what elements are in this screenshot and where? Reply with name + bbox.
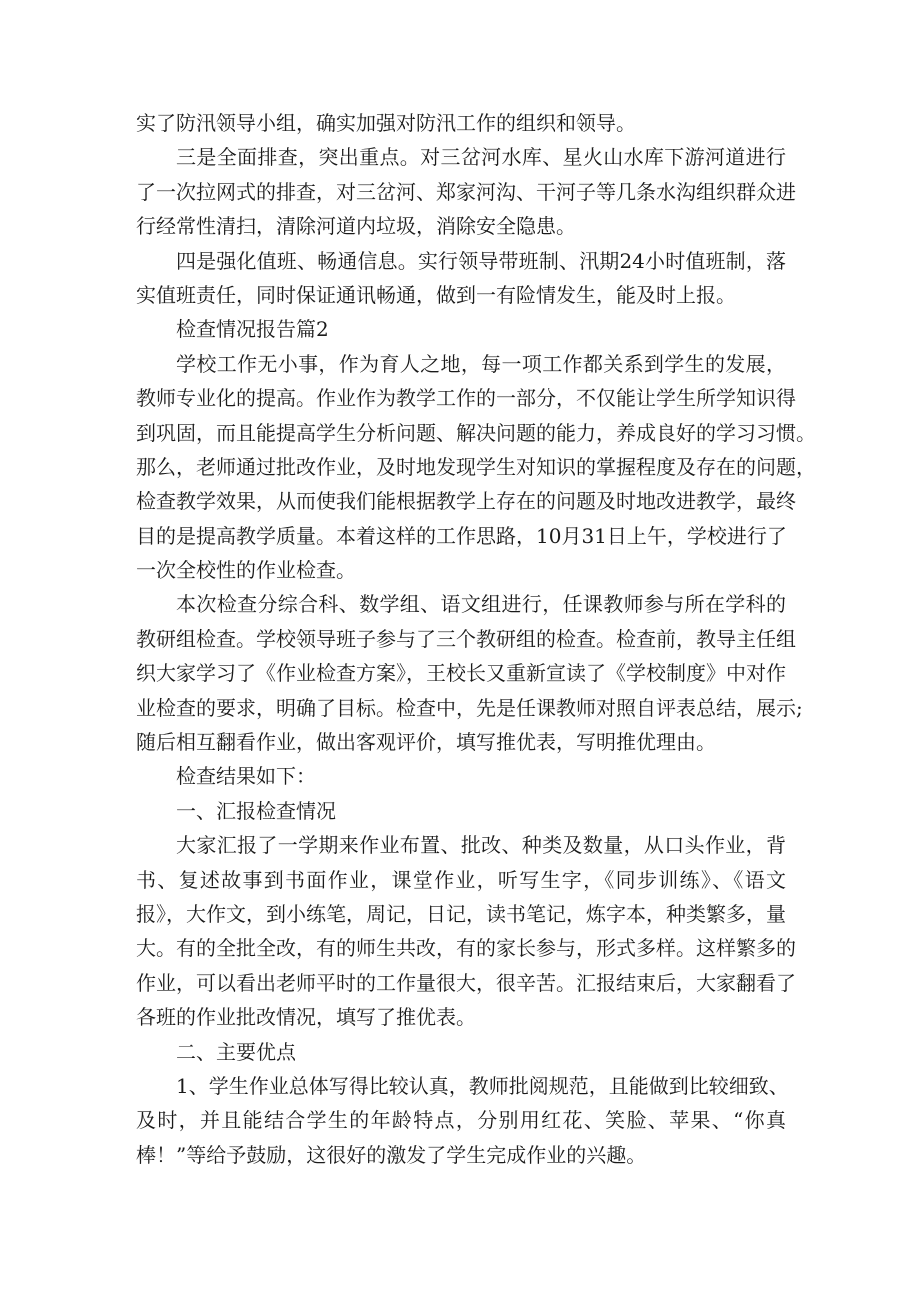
text-line: 大。有的全批全改，有的师生共改，有的家长参与，形式多样。这样繁多的: [136, 936, 796, 961]
text-line: 棒！”等给予鼓励，这很好的激发了学生完成作业的兴趣。: [136, 1142, 647, 1167]
text-line: 了一次拉网式的排查，对三岔河、郑家河沟、干河子等几条水沟组织群众进: [136, 179, 796, 204]
text-line: 三是全面排查，突出重点。对三岔河水库、星火山水库下游河道进行: [176, 145, 786, 170]
text-line: 到巩固，而且能提高学生分析问题、解决问题的能力，养成良好的学习习惯。: [136, 420, 816, 445]
text-line: 检查情况报告篇2: [176, 317, 329, 342]
text-line: 各班的作业批改情况，填写了推优表。: [136, 1005, 476, 1030]
text-line: 检查结果如下：: [176, 764, 316, 789]
text-line: 一次全校性的作业检查。: [136, 558, 356, 583]
text-line: 书、复述故事到书面作业，课堂作业，听写生字，《同步训练》、《语文: [136, 867, 786, 892]
text-line: 随后相互翻看作业，做出客观评价，填写推优表，写明推优理由。: [136, 730, 716, 755]
text-line: 教师专业化的提高。作业作为教学工作的一部分，不仅能让学生所学知识得: [136, 386, 796, 411]
text-line: 1、学生作业总体写得比较认真，教师批阅规范，且能做到比较细致、: [176, 1073, 789, 1098]
text-line: 报》，大作文，到小练笔，周记，日记，读书笔记，炼字本，种类繁多，量: [136, 901, 786, 926]
text-line: 目的是提高教学质量。本着这样的工作思路，10月31日上午，学校进行了: [136, 523, 787, 548]
text-line: 本次检查分综合科、数学组、语文组进行，任课教师参与所在学科的: [176, 592, 786, 617]
text-line: 业检查的要求，明确了目标。检查中，先是任课教师对照自评表总结，展示;: [136, 695, 803, 720]
document-body: [136, 106, 816, 1172]
text-line: 行经常性清扫，清除河道内垃圾，消除安全隐患。: [136, 214, 576, 239]
text-line: 实了防汛领导小组，确实加强对防汛工作的组织和领导。: [136, 111, 636, 135]
text-line: 学校工作无小事，作为育人之地，每一项工作都关系到学生的发展，: [176, 351, 786, 376]
text-line: 二、主要优点: [176, 1039, 296, 1064]
text-line: 作业，可以看出老师平时的工作量很大，很辛苦。汇报结束后，大家翻看了: [136, 970, 796, 995]
text-line: 实值班责任，同时保证通讯畅通，做到一有险情发生，能及时上报。: [136, 282, 736, 307]
text-line: 及时，并且能结合学生的年龄特点，分别用红花、笑脸、苹果、“你真: [136, 1108, 786, 1133]
text-line: 检查教学效果，从而使我们能根据教学上存在的问题及时地改进教学，最终: [136, 489, 796, 514]
text-line: 一、汇报检查情况: [176, 798, 336, 823]
text-line: 那么，老师通过批改作业，及时地发现学生对知识的掌握程度及存在的问题，: [136, 454, 816, 479]
text-line: 教研组检查。学校领导班子参与了三个教研组的检查。检查前，教导主任组: [136, 626, 796, 651]
text-line: 四是强化值班、畅通信息。实行领导带班制、汛期24小时值班制，落: [176, 248, 786, 273]
text-line: 大家汇报了一学期来作业布置、批改、种类及数量，从口头作业，背: [176, 833, 786, 858]
text-line: 织大家学习了《作业检查方案》，王校长又重新宣读了《学校制度》中对作: [136, 661, 786, 686]
